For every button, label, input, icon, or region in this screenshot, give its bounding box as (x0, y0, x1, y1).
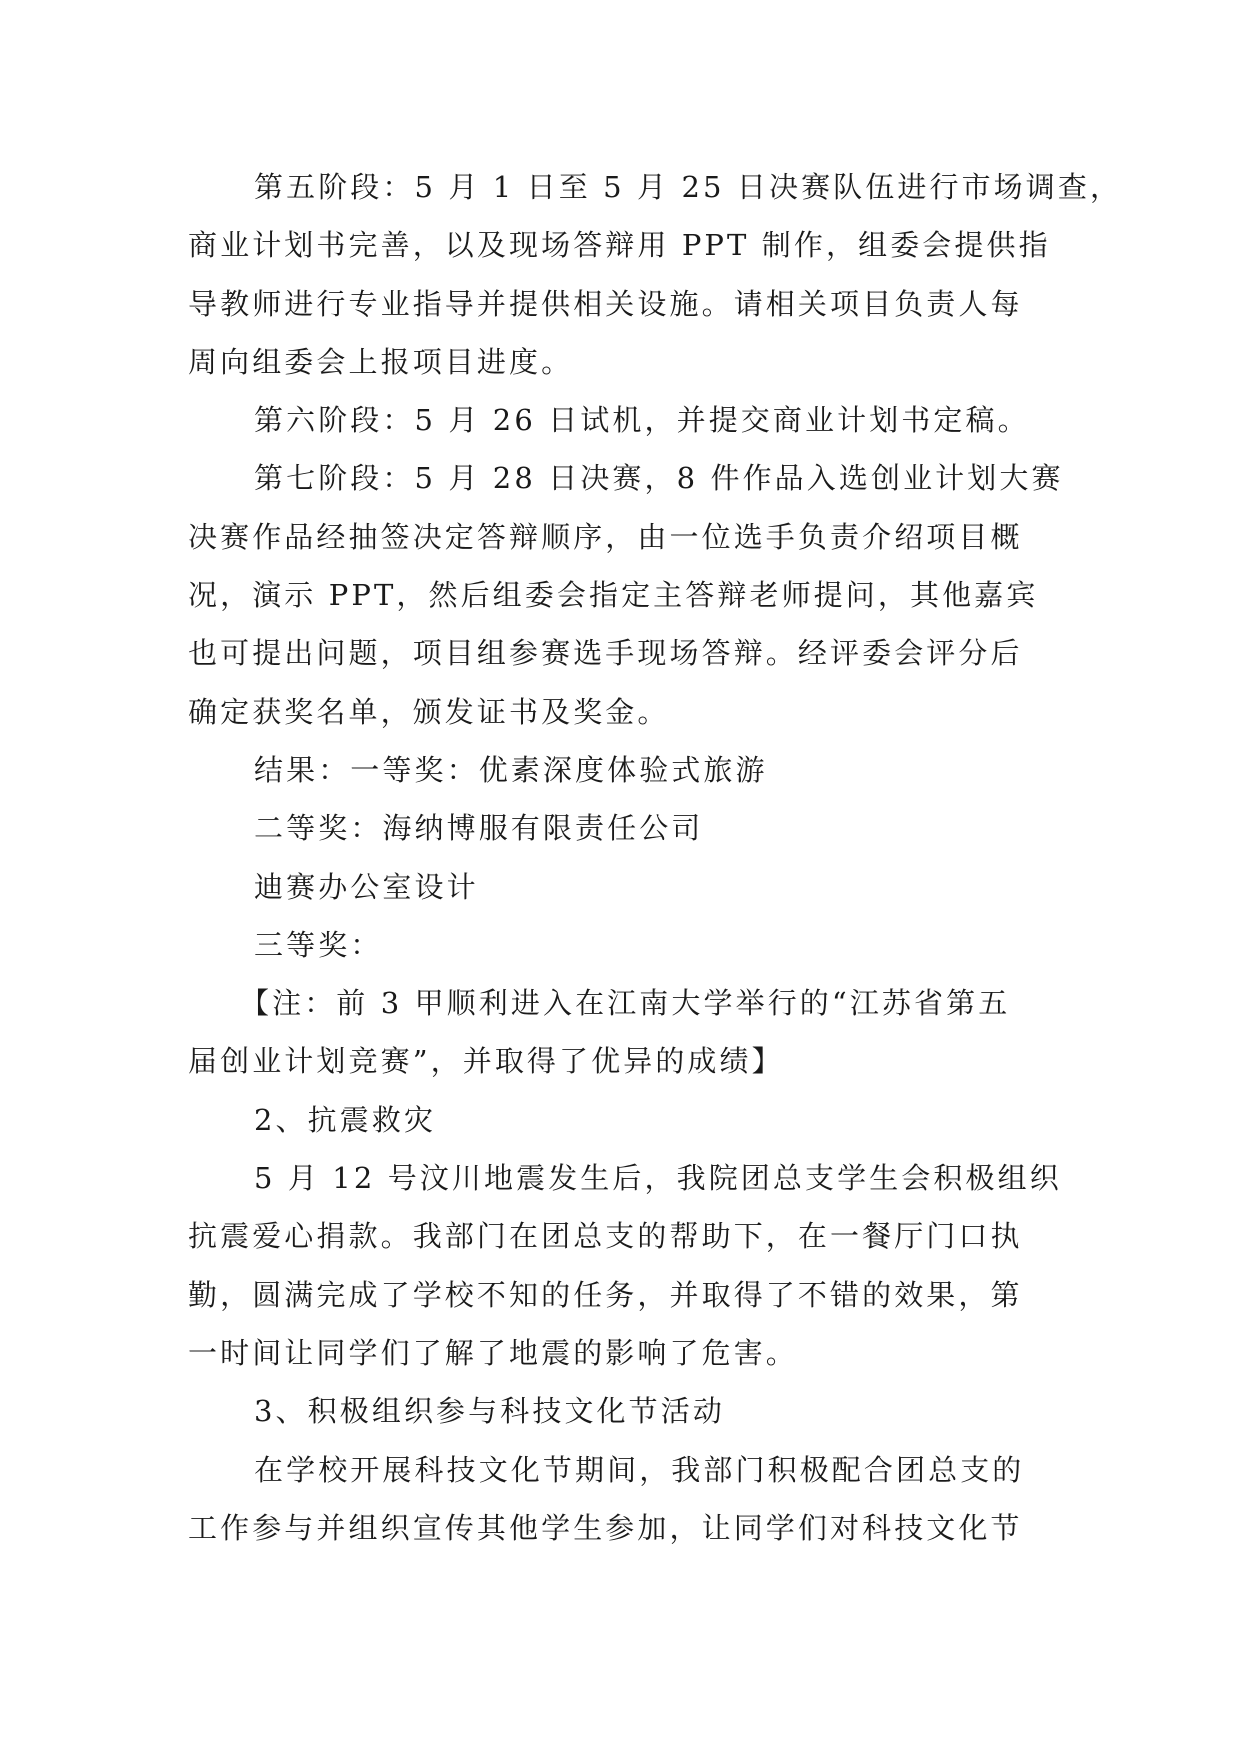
result-second-prize-entry: 迪赛办公室设计 (254, 869, 479, 904)
section-heading-tech-culture-festival: 3、积极组织参与科技文化节活动 (254, 1394, 725, 1429)
section-heading-earthquake-relief: 2、抗震救灾 (254, 1102, 437, 1137)
paragraph-earthquake-line-1: 5 月 12 号汶川地震发生后，我院团总支学生会积极组织 (254, 1161, 1062, 1196)
paragraph-stage-seven-line-5: 确定获奖名单，颁发证书及奖金。 (188, 694, 670, 729)
paragraph-stage-seven-line-1: 第七阶段：5 月 28 日决赛，8 件作品入选创业计划大赛 (254, 461, 1064, 496)
paragraph-stage-seven-line-2: 决赛作品经抽签决定答辩顺序，由一位选手负责介绍项目概 (188, 519, 1023, 554)
paragraph-earthquake-line-3: 勤，圆满完成了学校不知的任务，并取得了不错的效果，第 (188, 1277, 1023, 1312)
paragraph-festival-line-1: 在学校开展科技文化节期间，我部门积极配合团总支的 (254, 1452, 1025, 1487)
paragraph-stage-five-line-3: 导教师进行专业指导并提供相关设施。请相关项目负责人每 (188, 286, 1023, 321)
paragraph-stage-five-line-2: 商业计划书完善，以及现场答辩用 PPT 制作，组委会提供指 (188, 228, 1051, 263)
result-first-prize: 结果：一等奖：优素深度体验式旅游 (254, 752, 768, 787)
paragraph-earthquake-line-4: 一时间让同学们了解了地震的影响了危害。 (188, 1335, 798, 1370)
paragraph-stage-seven-line-3: 况，演示 PPT，然后组委会指定主答辩老师提问，其他嘉宾 (188, 578, 1039, 613)
paragraph-stage-five-line-4: 周向组委会上报项目进度。 (188, 344, 574, 379)
note-line-2: 届创业计划竞赛”，并取得了优异的成绩】 (188, 1044, 784, 1079)
paragraph-stage-seven-line-4: 也可提出问题，项目组参赛选手现场答辩。经评委会评分后 (188, 636, 1023, 671)
paragraph-stage-five-line-1: 第五阶段：5 月 1 日至 5 月 25 日决赛队伍进行市场调查， (254, 170, 1123, 204)
paragraph-festival-line-2: 工作参与并组织宣传其他学生参加，让同学们对科技文化节 (188, 1510, 1023, 1545)
paragraph-earthquake-line-2: 抗震爱心捐款。我部门在团总支的帮助下，在一餐厅门口执 (188, 1219, 1023, 1254)
document-body (188, 158, 1123, 1557)
note-line-1: 【注：前 3 甲顺利进入在江南大学举行的“江苏省第五 (240, 986, 1011, 1021)
paragraph-stage-six: 第六阶段：5 月 26 日试机，并提交商业计划书定稿。 (254, 403, 1030, 438)
result-third-prize: 三等奖： (254, 927, 383, 962)
result-second-prize: 二等奖：海纳博服有限责任公司 (254, 811, 704, 846)
